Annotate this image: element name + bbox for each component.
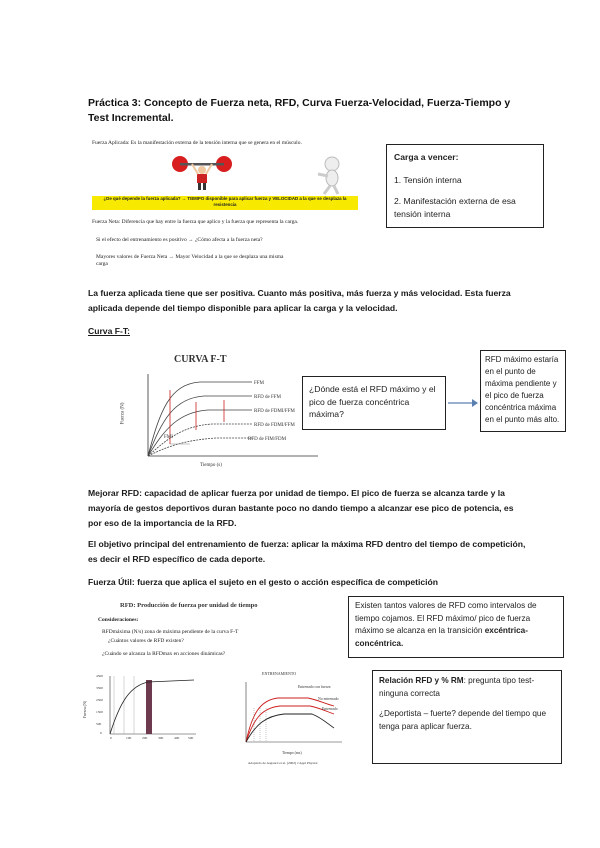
page-title: Práctica 3: Concepto de Fuerza neta, RFD, Curva Fuerza-Velocidad, Fuerza-Tiempo y Test Incremental. [88,97,511,124]
curve-label: FFM [254,381,265,386]
paragraph: Fuerza Útil: fuerza que aplica el sujeto en el gesto o acción específica de competición [88,577,439,587]
rm-box-line1 [379,675,555,700]
slide-rfd [82,600,348,770]
right-chart-series: No entrenado [318,697,339,701]
arrow-icon [448,398,478,408]
left-chart-ytick: 2500 [96,698,103,702]
rfd-rm-box [372,670,562,764]
slide2-bullet: ¿Cuándo se alcanza la RFDmax en acciones dinámicas? [102,651,226,657]
pushing-figure [310,156,348,196]
left-chart-ytick: 3500 [96,686,103,690]
left-chart-xtick: 100 [126,736,132,740]
rfd-box-text: Existen tantos valores de RFD como intervalos de tiempo cojamos. El RFD máximo/ pico de fuerza máximo se alcanza en la transición [355,601,537,635]
rfd-box-bold: excéntrica-concéntrica. [355,626,528,648]
left-chart-ytick: 0 [100,731,102,735]
question-box: ¿Dónde está el RFD máximo y el pico de fuerza concéntrica máxima? [302,376,446,430]
rm-box-line2: ¿Deportista – fuerte? depende del tiempo que tenga para aplicar fuerza. [379,709,547,731]
chart-curves [140,370,320,462]
slide2-bullet: ¿Cuántos valores de RFD existen? [108,638,184,644]
carga-box [386,144,544,228]
chart-ylabel: Fuerza (N) [120,402,126,425]
rm-box-bold: Relación RFD y % RM [379,676,464,685]
section-heading: Curva F-T: [88,326,131,336]
slide2-title: RFD: Producción de fuerza por unidad de tiempo [120,602,258,609]
chart-curva-ft [120,350,320,470]
carga-heading: Carga a vencer: [394,152,459,162]
left-chart-xtick: 200 [142,736,148,740]
curve-label: RFD de FFM [254,395,281,400]
curve-label: FMI [164,435,173,440]
slide2-bullet: RFDmáxima (N/s) zona de máxima pendiente de la curva F-T [102,629,239,635]
paragraph: El objetivo principal del entrenamiento de fuerza: aplicar la máxima RFD dentro del tiempo de competición, es decir el RFD específico de cada deporte. [88,539,526,564]
left-chart-ytick: 1500 [96,710,103,714]
slide-fuerza-neta: Fuerza Neta: Diferencia que hay entre la fuerza que aplico y la fuerza que representa la carga. [92,219,299,225]
slide-bullet: Mayores valores de Fuerza Neta → Mayor Velocidad a la que se desplaza una misma carga [96,254,284,267]
slide2-consid: Consideraciones: [98,617,139,623]
left-chart-xtick: 300 [158,736,164,740]
weightlifter-figure [172,152,232,190]
yellow-highlight-bar: ¿De qué depende la fuerza aplicada? → TIEMPO disponible para aplicar fuerza y VELOCIDAD a la que se desplaza la resistencia [92,196,358,210]
rm-box-rest: : pregunta tipo test- ninguna correcta [379,676,535,698]
left-chart-xtick: 400 [174,736,180,740]
right-chart-xlabel: Tiempo (ms) [282,751,302,755]
left-chart-ytick: 500 [96,722,102,726]
chart-xlabel: Tiempo (s) [200,463,222,468]
chart-title: CURVA F-T [174,354,227,365]
carga-item: 2. Manifestación externa de esa tensión interna [394,196,516,219]
slide-fuerza-aplicada [86,134,362,279]
left-chart-xtick: 500 [188,736,194,740]
slide-bullet: Si el efecto del entrenamiento es positivo → ¿Cómo afecta a la fuerza neta? [96,237,263,243]
right-chart-series: Entrenado con fuerza [298,685,331,689]
slide-heading: Fuerza Aplicada: Es la manifestación externa de la tensión interna que se genera en el músculo. [92,140,302,146]
carga-item: 1. Tensión interna [394,174,462,185]
answer-box: RFD máximo estaría en el punto de máxima pendiente y el pico de fuerza concéntrica máxima en el punto más alto. [480,350,566,432]
left-chart-ylabel: Fuerza (N) [82,700,88,719]
curve-label: RFD de FDMI/FFM [254,409,295,414]
rfd-values-box [348,596,564,658]
right-chart-caption: Adaptado de Aagaard et al. (2002) J Appl Physiol [248,761,318,765]
left-chart-ytick: 4500 [96,674,103,678]
curve-label: RFD de FIM/FDM [248,437,287,442]
paragraph: Mejorar RFD: capacidad de aplicar fuerza por unidad de tiempo. El pico de fuerza se alcanza tarde y la mayoría de gestos deportivos duran bastante poco no dando tiempo a alcanzar ese pico de potencia, es por eso de la importancia de la RFD. [88,488,514,528]
left-chart-xtick: 0 [110,736,112,740]
right-chart-title: ENTRENAMIENTO [262,671,297,676]
curve-label: RFD de FDMI/FFM [254,423,295,428]
paragraph: La fuerza aplicada tiene que ser positiva. Cuanto más positiva, más fuerza y más velocidad. Esta fuerza aplicada depende del tiempo disponible para aplicar la carga y la velocidad. [88,288,511,313]
right-chart-series: Entrenado [322,707,338,711]
